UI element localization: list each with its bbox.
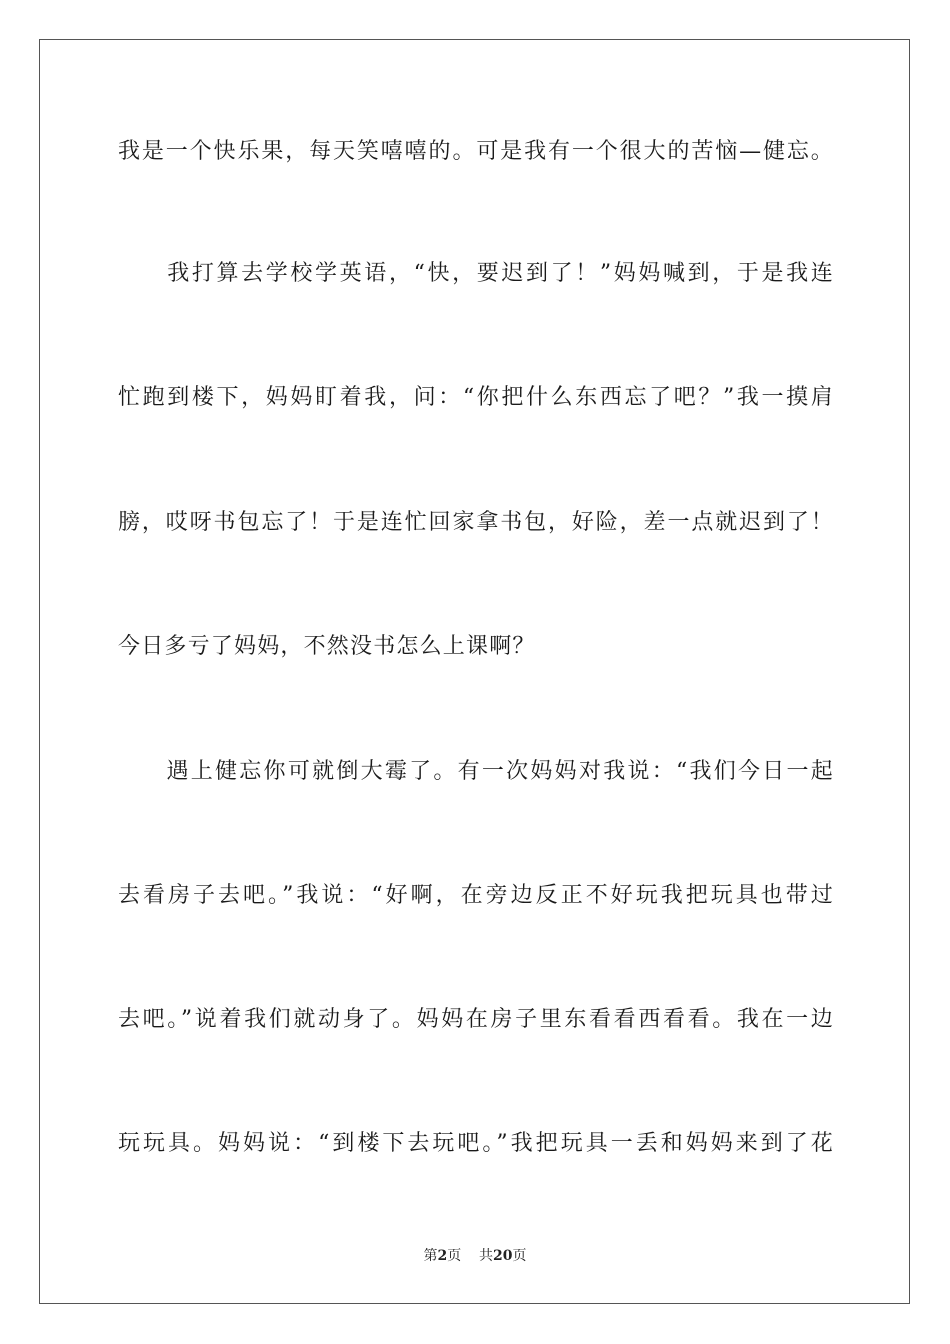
paragraph-line-5: 今日多亏了妈妈，不然没书怎么上课啊？ [118,634,536,659]
paragraph-line-8: 去吧。”说着我们就动身了。妈妈在房子里东看看西看看。我在一边 [118,1007,834,1032]
page-border [39,39,910,1304]
footer-page-prefix: 第 [423,1248,438,1264]
paragraph-line-9: 玩玩具。妈妈说：“到楼下去玩吧。”我把玩具一丢和妈妈来到了花 [118,1131,834,1156]
footer-page-number: 2 [437,1248,448,1264]
page-footer [0,1246,950,1266]
paragraph-line-4: 膀，哎呀书包忘了！于是连忙回家拿书包，好险，差一点就迟到了！ [118,510,834,535]
footer-total-prefix: 共 [479,1248,494,1264]
footer-total-suffix: 页 [512,1248,527,1264]
paragraph-line-6: 遇上健忘你可就倒大霉了。有一次妈妈对我说：“我们今日一起 [118,759,834,784]
paragraph-line-1: 我是一个快乐果，每天笑嘻嘻的。可是我有一个很大的苦恼—健忘。 [118,139,834,164]
paragraph-line-3: 忙跑到楼下，妈妈盯着我，问：“你把什么东西忘了吧？”我一摸肩 [118,385,834,410]
paragraph-line-2: 我打算去学校学英语，“快，要迟到了！”妈妈喊到，于是我连 [118,261,834,286]
paragraph-line-7: 去看房子去吧。”我说：“好啊，在旁边反正不好玩我把玩具也带过 [118,883,834,908]
footer-page-suffix: 页 [447,1248,462,1264]
footer-total-number: 20 [493,1248,513,1264]
